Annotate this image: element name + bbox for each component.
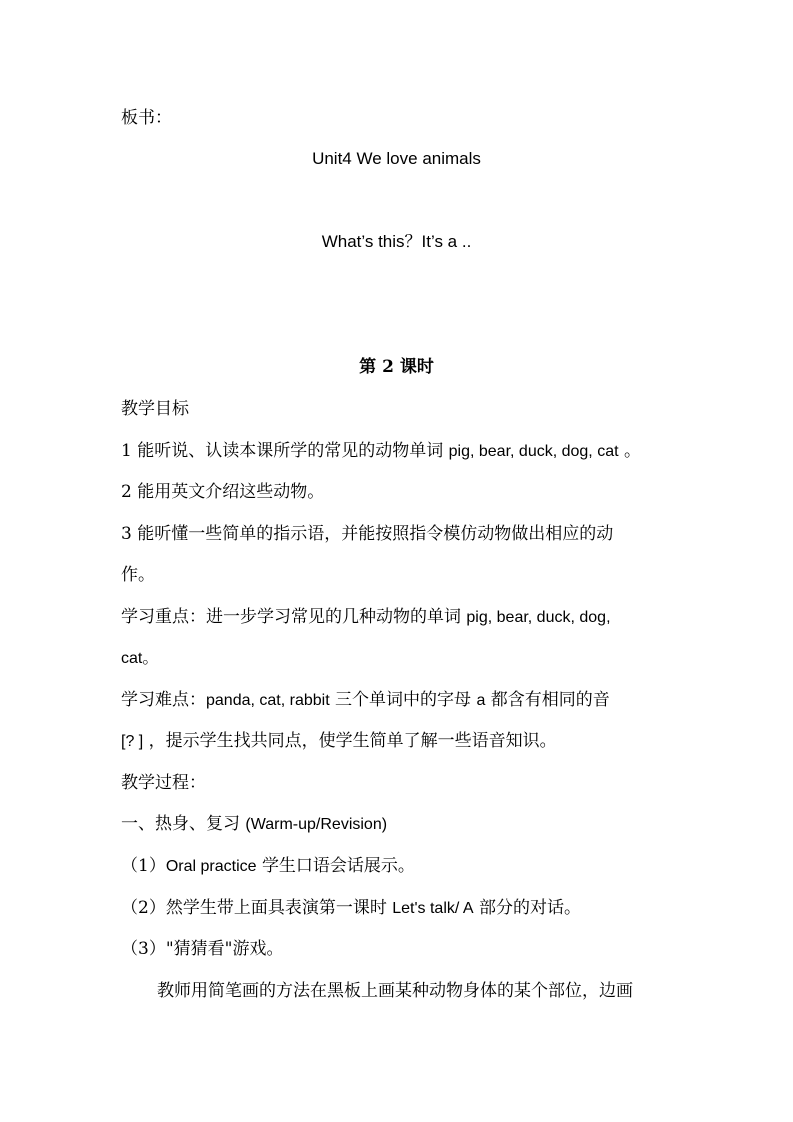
key-point-continued <box>121 646 676 671</box>
difficulty-words: panda, cat, rabbit <box>206 692 330 709</box>
key-point-text: 进一步学习常见的几种动物的单词 <box>206 607 461 627</box>
key-point-words: pig, bear, duck, dog, <box>466 609 611 626</box>
item-2-text-1: 然学生带上面具表演第一课时 <box>165 898 387 918</box>
difficulty-label: 学习难点： <box>121 690 206 710</box>
process-heading: 教学过程： <box>121 773 206 793</box>
item-2-en: Let's talk/ A <box>392 900 474 917</box>
key-point-label: 学习重点： <box>121 607 206 627</box>
item-1-number: （1） <box>121 856 166 876</box>
goal-3-number: 3 <box>121 524 132 544</box>
goal-2-number: 2 <box>121 482 132 502</box>
board-phrase: What’s this？It’s a .. <box>321 232 472 251</box>
item-1 <box>121 854 676 879</box>
board-title: Unit4 We love animals <box>312 149 481 168</box>
goal-3-continued: 作。 <box>121 565 155 585</box>
goal-2-text: 能用英文介绍这些动物。 <box>137 482 325 502</box>
item-3-text: "猜猜看"游戏。 <box>165 939 284 959</box>
goal-1-number: 1 <box>121 441 132 461</box>
item-3-number: （3） <box>121 939 166 959</box>
difficulty-continued <box>121 729 676 754</box>
item-2-text-2: 部分的对话。 <box>478 898 581 918</box>
item-1-en: Oral practice <box>165 858 257 875</box>
goal-3-text: 能听懂一些简单的指示语，并能按照指令模仿动物做出相应的动 <box>137 524 614 544</box>
paragraph-start: 教师用简笔画的方法在黑板上画某种动物身体的某个部位，边画 <box>157 981 633 1001</box>
goal-2 <box>121 480 676 504</box>
key-point-cont: cat。 <box>121 650 159 667</box>
difficulty-letter: a <box>476 692 486 709</box>
difficulty-text-1: 三个单词中的字母 <box>335 690 472 710</box>
difficulty-text-2: 都含有相同的音 <box>490 690 610 710</box>
item-2-number: （2） <box>121 898 166 918</box>
item-1-text: 学生口语会话展示。 <box>261 856 415 876</box>
section-1-en: (Warm-up/Revision) <box>245 816 388 833</box>
goal-1-text: 能听说、认读本课所学的常见的动物单词 <box>137 441 444 461</box>
difficulty <box>121 688 676 713</box>
difficulty-text-3: ，提示学生找共同点，使学生简单了解一些语音知识。 <box>148 731 557 751</box>
goals-heading: 教学目标 <box>121 399 189 419</box>
section-1 <box>121 812 676 837</box>
key-point <box>121 605 676 630</box>
item-3 <box>121 937 676 961</box>
item-2 <box>121 896 676 921</box>
goal-1-words: pig, bear, duck, dog, cat <box>448 443 619 460</box>
section-1-title: 一、热身、复习 <box>121 814 240 834</box>
difficulty-sound: [? ] <box>121 733 144 750</box>
goal-1 <box>121 439 676 464</box>
lesson-title: 第 2 课时 <box>359 357 434 377</box>
board-label: 板书： <box>121 108 172 128</box>
goal-3 <box>121 522 676 546</box>
goal-1-end: 。 <box>623 441 641 461</box>
